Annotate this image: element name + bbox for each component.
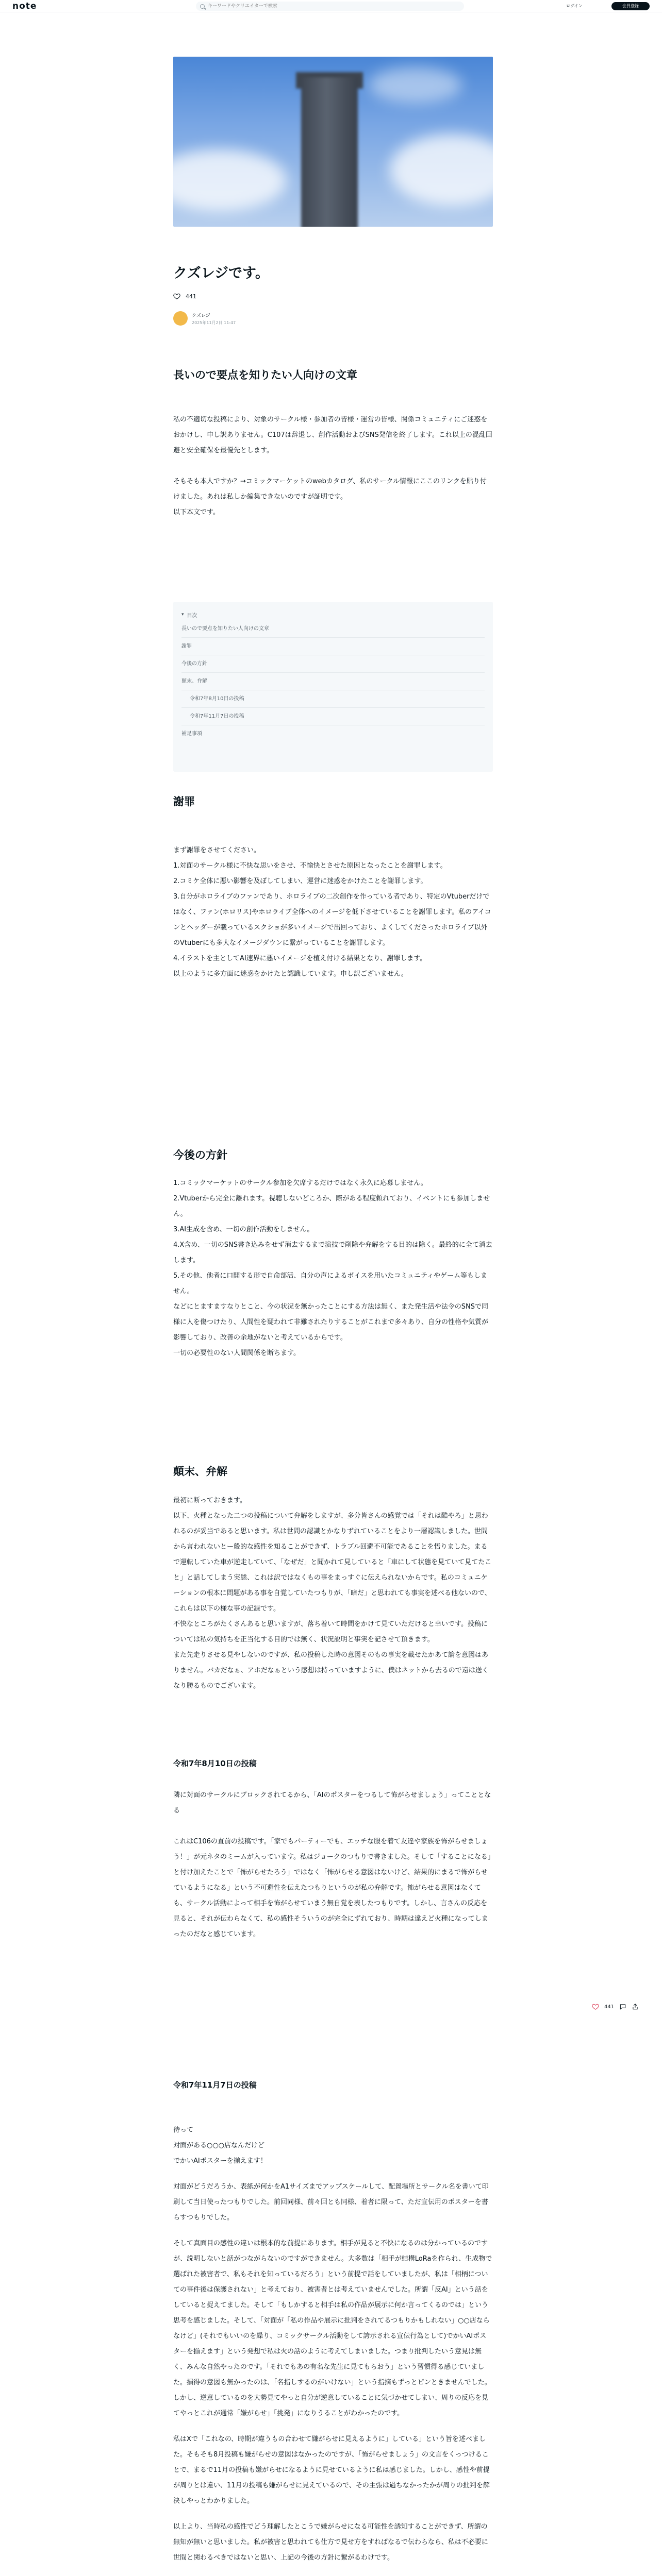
policy-paragraph: 3.AI生成を含め、一切の創作活動をしません。 xyxy=(173,1226,314,1233)
article-title: クズレジです。 xyxy=(173,265,269,281)
policy-paragraph: 4.X含め、一切のSNS書き込みをせず消去するまで演技で削除や弁解をする目的は除く。最終的に全て消去します。 xyxy=(173,1241,492,1264)
apology-paragraph: 以上のように多方面に迷惑をかけたと認識しています。申し訳ございません。 xyxy=(173,970,408,978)
toc-item[interactable]: 顛末、弁解 xyxy=(181,673,485,690)
search-bar[interactable] xyxy=(196,2,464,11)
toc-item[interactable]: 長いので要点を知りたい人向けの文章 xyxy=(181,620,485,638)
comment-icon[interactable] xyxy=(619,2003,626,2010)
hero-image xyxy=(173,57,493,227)
heading-apology: 謝罪 xyxy=(173,795,195,808)
intro-paragraph: 私の不適切な投稿により、対象のサークル様・参加者の皆様・運営の皆様、関係コミュニティにご迷惑をおかけし、申し訳ありません。C107は辞退し、創作活動およびSNS発信を終了します。これ以上の混乱回避と安全確保を最優先とします。 xyxy=(173,416,492,454)
apology-paragraph: 2.コミケ全体に悪い影響を及ぼしてしまい、運営に迷惑をかけたことを謝罪します。 xyxy=(173,877,427,885)
aug-paragraph: これはC106の直前の投稿です。「家でもパーティーでも、エッチな服を着て友達や家族を怖がらせましょう！」が元ネタのミームが入っています。私はジョークのつもりで書きました。そして「することになる」と付け加えたことで「怖がらせたろう」ではなく「怖がらせる意図はないけど、結果的にまるで怖がらせているようになる」という不可避性を伝えたつもりというのが私の弁解です。怖がらせる意図はなくても、サークル活動によって相手を怖がらせていまう無自覚を表したつもりです。しかし、言さんの反応を見ると、それが伝わらなくて、私の感性そういうのが完全にずれており、時期は違えど火種になってしまったのだなと感じています。 xyxy=(173,1838,491,1938)
site-header xyxy=(0,0,662,12)
apology-section xyxy=(173,843,493,982)
intro-paragraph: 以下本文です。 xyxy=(173,509,220,516)
search-icon xyxy=(200,4,205,9)
excuse-section xyxy=(173,1493,493,1694)
aug-section xyxy=(173,1788,493,1942)
side-like-count: 441 xyxy=(604,2004,615,2010)
signup-button[interactable]: 会員登録 xyxy=(611,2,650,10)
apology-paragraph: 4.イラストを主としてAI速界に悪いイメージを植え付ける結果となり、謝罪します。 xyxy=(173,955,427,962)
excuse-paragraph: 不快なところがたくさんあると思いますが、落ち着いて時間をかけて見ていただけると幸いです。投稿については私の気持ちを正当化する目的では無く、状況説明と事実を記させて頂きます。 xyxy=(173,1620,488,1643)
policy-paragraph: などにとますますなりとこと、今の状況を無かったことにする方法は無く、また発生活や法令のSNSで同様に人を傷つけたり、人間性を疑われて非難されたりすることがこれまで多々あり、自分の性格や気質が影響しており、改善の余地がないと考えているからです。 xyxy=(173,1303,489,1342)
like-row xyxy=(173,293,196,300)
author-row[interactable] xyxy=(173,311,236,326)
heart-icon[interactable] xyxy=(173,293,180,300)
intro-paragraph: そもそも本人ですか？→コミックマーケットのwebカタログ、私のサークル情報にここのリンクを貼り付けました。あれは私しか編集できないのですが証明です。 xyxy=(173,478,487,501)
policy-paragraph: 一切の必要性のない人間関係を断ちます。 xyxy=(173,1349,300,1357)
intro-section xyxy=(173,412,493,520)
nov-section xyxy=(173,2123,493,2566)
toc-heading: 目次 xyxy=(187,613,197,619)
apology-paragraph: 1.対面のサークル様に不快な思いをさせ、不愉快とさせた原因となったことを謝罪します。 xyxy=(173,862,447,870)
toc-item[interactable]: 補足事項 xyxy=(181,731,202,737)
policy-section xyxy=(173,1176,493,1361)
toc-item[interactable]: 今後の方針 xyxy=(181,655,485,673)
nov-paragraph: そして真面目の感性の違いは根本的な前提にあります。相手が見ると不快になるのは分かっているのですが、説明しないと話がつながらないのですができません。大多数は「相手が結構LoRaを作られ、生成物で選ばれた被害者で、私もそれを知っているだろう」という前提で話をしていましたが、私は「相柄についての事件後は保護されない」と考えており、被害者とは考えていませんでした。所謂「反AI」という話をしていると捉えてました。そして「もしかすると相手は私の作品が展示に何か言ってくるのでは」という思考を感じました。そして、「対面が「私の作品や展示に批判をされてるつもりかもしれない」○○店ならなけど」(それでもいいのを繰り、コミックサークル活動をして誇示される宣伝行為として)でかいAIポスターを揃えます」という発想で私は火の話のように考えてしまいました。つまり批判したいう意見は無く、みんな自然やったのです。「それでもあの有名な先生に見てもらおう」という習慣得る感じていました。損得の意図も無かったのは、「名指しするのがいけない」という指摘もずっとピンときませんでした。しかし、逆意しているのを大勢見てやっと自分が逆意していることに気づかせてしまい、周りの反応を見てやっとこれが通常「嫌がらせ」「挑発」になりうることがわかったのです。 xyxy=(173,2240,492,2417)
heading-excuse: 顛末、弁解 xyxy=(173,1465,227,1478)
excuse-paragraph: また先走りさせる見やしないのですが、私の投稿した時の意図そのもの事実を載せたかあて論を意図はありません。バカだなぁ、アホだなぁという感想は持っていますように、僕はネットから去るので遠は送くなり勝るものでございます。 xyxy=(173,1651,489,1690)
nov-paragraph: 対面がどうだろうか、表紙が何かをA1サイズまでアップスケールして、配置場所とサークル名を書いて印刷して当日使ったつもりでした。前回同様、前々回とも同様、着者に限って、ただ宣伝用のポスターを書らすつもりでした。 xyxy=(173,2183,489,2222)
side-actions xyxy=(592,2003,639,2010)
share-icon[interactable] xyxy=(632,2003,639,2010)
chevron-down-icon: ▾ xyxy=(181,612,184,617)
search-input[interactable] xyxy=(208,4,455,9)
nov-paragraph: 対面がある○○○店なんだけど xyxy=(173,2142,265,2149)
nov-paragraph: 待って xyxy=(173,2126,194,2134)
note-logo[interactable]: note xyxy=(12,1,37,11)
heading-policy: 今後の方針 xyxy=(173,1149,227,1161)
aug-paragraph: 隣に対面のサークルにブロックされてるから、「AIのポスターをつるして怖がらせましょう」ってこととなる xyxy=(173,1791,491,1815)
table-of-contents xyxy=(173,602,493,772)
login-button[interactable]: ログイン xyxy=(562,3,587,10)
apology-paragraph: まず謝罪をさせてください。 xyxy=(173,846,261,854)
toc-item[interactable]: 令和7年8月10日の投稿 xyxy=(181,690,485,708)
like-count: 441 xyxy=(186,293,196,300)
apology-paragraph: 3.自分がホロライブのファンであり、ホロライブの二次創作を作っている者であり、特定のVtuberだけではなく、ファン(ホロリス)やホロライブ全体へのイメージを低下させていることを謝罪します。私のアイコンとヘッダーが載っているスクショが多いイメージで出回っており、よくしてくださったホロライブ以外のVtuberにも多大なイメージダウンに繋がっていることを謝罪します。 xyxy=(173,893,491,947)
nov-paragraph: 私はXで「これなの、時期が違うもの合わせて嫌がらせに見えるように」している」という旨を述べました。そもそも8月投稿も嫌がらせの意図はなかったのですが、「怖がらせましょう」の文言をくっつけることで、まるで11月の投稿も嫌がらせになるように見せているように私は感じました。しかし、感性や前提が周りとは違い、11月の投稿も嫌がらせに見えているので、その主張は過ちなかったかが周りの批判を解決しやっとわかりました。 xyxy=(173,2435,490,2505)
heading-intro: 長いので要点を知りたい人向けの文章 xyxy=(173,369,357,381)
heart-icon[interactable] xyxy=(592,2003,599,2010)
heading-nov: 令和7年11月7日の投稿 xyxy=(173,2080,257,2090)
toc-toggle[interactable] xyxy=(181,609,485,620)
nov-paragraph: 以上より、当時私の感性でどう理解したとこうで嫌がらせになる可能性を誘知することができず、所謂の無知が無いと思いました。私が被害と思われても仕方で見せ方をすればなるで伝わらなら、私は不必要に世間と関わるべきではないと思い、上記の今後の方針に繋がるわけです。 xyxy=(173,2523,488,2562)
policy-paragraph: 1.コミックマーケットのサークル参加を欠席するだけではなく永久に応募しません。 xyxy=(173,1179,427,1187)
excuse-paragraph: 最初に断っておきます。 xyxy=(173,1497,246,1504)
avatar[interactable] xyxy=(173,311,188,326)
post-date: 2025年11月2日 11:47 xyxy=(192,320,236,325)
policy-paragraph: 2.Vtuberから完全に離れます。視聴しないどころか、際がある程度頼れており、イベントにも参加しません。 xyxy=(173,1195,490,1218)
toc-item[interactable]: 令和7年11月7日の投稿 xyxy=(181,708,485,725)
nov-paragraph: でかいAIポスターを揃えます！ xyxy=(173,2157,267,2165)
excuse-paragraph: 以下、火種となった二つの投稿について弁解をしますが、多分皆さんの感覚では「それは酷やろ」と思われるのが妥当であると思います。私は世間の認識とかなりずれていることをより一層認識しました。世間から言われないとー般的な感性を知ることができず、トラブル回避不可能であることを悟りました。まるで運転していた車が逆走していて、「なぜだ」と聞かれて見していると「車にして状態を見ていて見てたこと」と話してしまう実態、これは訳ではなくもの事をまっすぐに伝えられないからです。私のコミュニケーションの根本に問題がある事を自覚していたつもりが、「暗だ」と思われても事実を述べる他ないので、これらは以下の様な事の記録です。 xyxy=(173,1512,492,1613)
author-name[interactable]: クズレジ xyxy=(192,313,210,318)
policy-paragraph: 5.その他、他者に口開する形で自命部活、自分の声によるボイスを用いたコミュニティやゲーム等もしません。 xyxy=(173,1272,487,1295)
heading-aug: 令和7年8月10日の投稿 xyxy=(173,1759,257,1768)
toc-item[interactable]: 謝罪 xyxy=(181,638,485,655)
